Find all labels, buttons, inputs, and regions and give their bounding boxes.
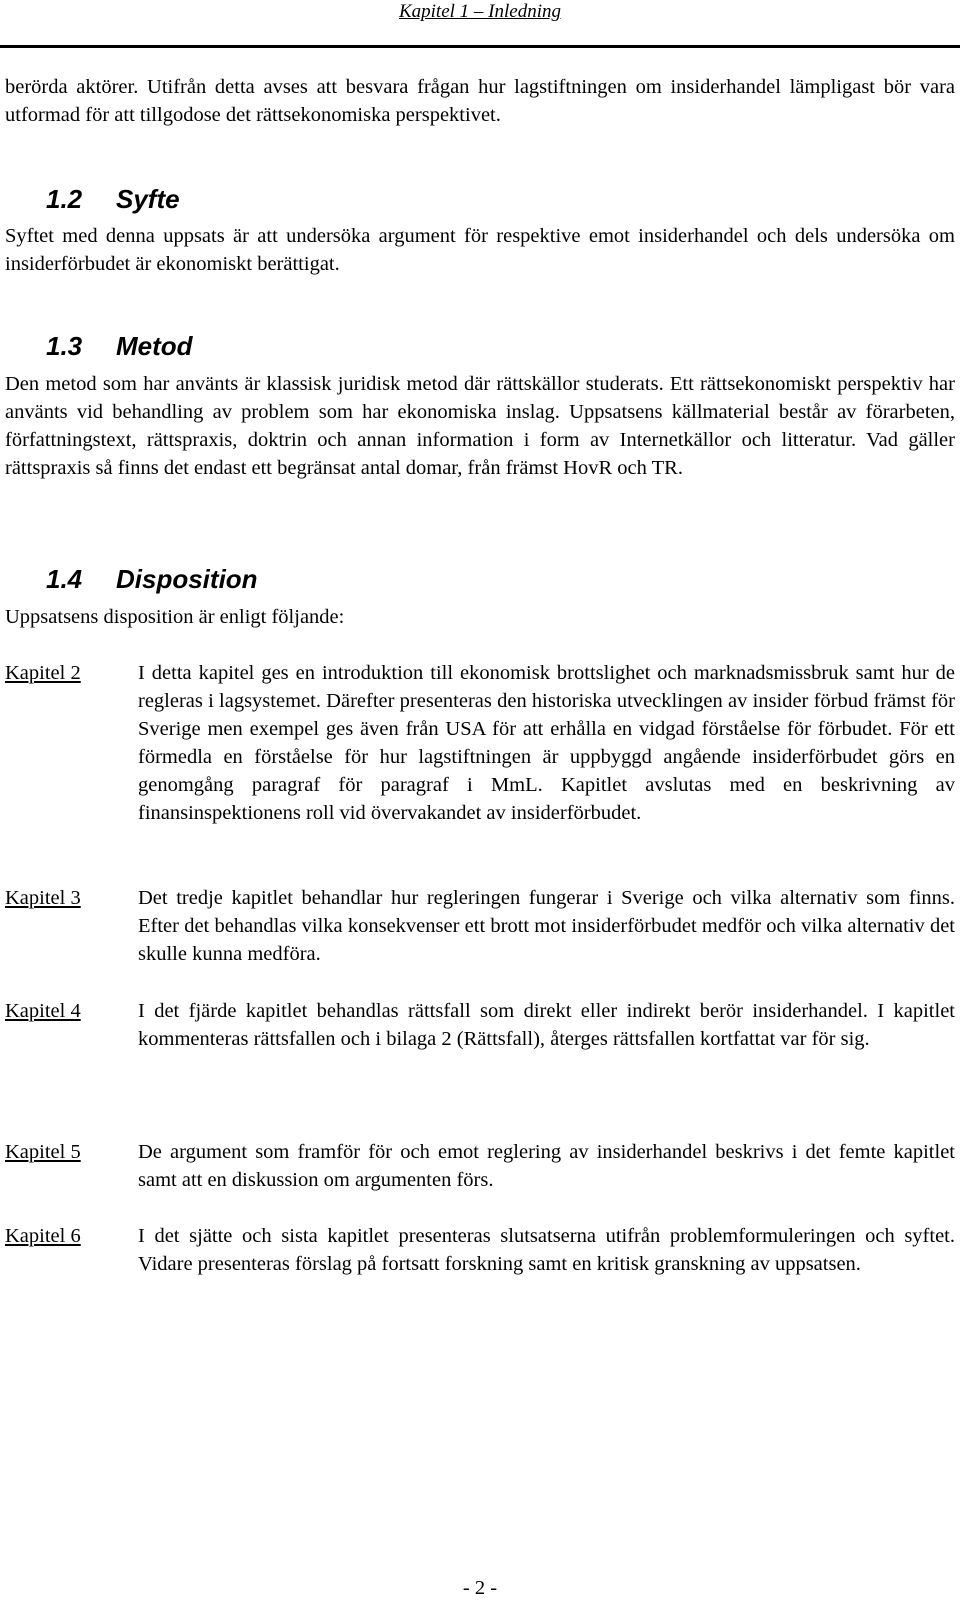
disposition-paragraph: Uppsatsens disposition är enligt följande: (5, 606, 345, 628)
chapter-description: I detta kapitel ges en introduktion till ekonomisk brottslighet och marknadsmissbruk samt hur de regleras i lagsystemet. Därefter presenteras den historiska utvecklingen av insider förbud främst för Sverige men exempel ges även från USA för att erhålla en vidgad förståelse för förbudet. För ett förmedla en förståelse för hur lagstiftningen är uppbyggd angående insiderförbudet görs en genomgång paragraf för paragraf i MmL. Kapitlet avslutas med en beskrivning av finansinspektionens roll vid övervakandet av insiderförbudet. (138, 662, 955, 824)
running-header: Kapitel 1 – Inledning (398, 1, 561, 22)
section-title: Disposition (116, 564, 258, 594)
header-rule (0, 45, 960, 48)
intro-paragraph: berörda aktörer. Utifrån detta avses att besvara frågan hur lagstiftningen om insiderhandel lämpligast bör vara utformad för att tillgodose det rättsekonomiska perspektivet. (5, 76, 955, 126)
section-title: Syfte (116, 184, 180, 214)
section-heading-syfte (46, 183, 180, 215)
chapter-label: Kapitel 6 (5, 1225, 81, 1247)
section-number: 1.3 (46, 331, 83, 361)
page-number: - 2 - (462, 1577, 498, 1599)
chapter-description: Det tredje kapitlet behandlar hur regleringen fungerar i Sverige och vilka alternativ som finns. Efter det behandlas vilka konsekvenser ett brott mot insiderförbudet medför och vilka alternativ det skulle kunna medföra. (138, 887, 955, 965)
chapter-description: I det sjätte och sista kapitlet presenteras slutsatserna utifrån problemformuleringen och syftet. Vidare presenteras förslag på fortsatt forskning samt en kritisk granskning av uppsatsen. (138, 1225, 955, 1275)
section-number: 1.2 (46, 184, 83, 214)
section-number: 1.4 (46, 564, 83, 594)
section-heading-disposition (46, 563, 258, 595)
chapter-description: I det fjärde kapitlet behandlas rättsfall som direkt eller indirekt berör insiderhandel. I kapitlet kommenteras rättsfallen och i bilaga 2 (Rättsfall), återges rättsfallen kortfattat var för sig. (138, 1000, 955, 1050)
chapter-description: De argument som framför för och emot reglering av insiderhandel beskrivs i det femte kapitlet samt att en diskussion om argumenten förs. (138, 1141, 955, 1191)
chapter-label: Kapitel 3 (5, 887, 81, 909)
metod-paragraph: Den metod som har använts är klassisk juridisk metod där rättskällor studerats. Ett rättsekonomiskt perspektiv har använts vid behandling av problem som har ekonomiska inslag. Uppsatsens källmaterial består av förarbeten, författningstext, rättspraxis, doktrin och annan information i form av Internetkällor och litteratur. Vad gäller rättspraxis så finns det endast ett begränsat antal domar, från främst HovR och TR. (5, 373, 955, 479)
chapter-label: Kapitel 5 (5, 1141, 81, 1163)
syfte-paragraph: Syftet med denna uppsats är att undersöka argument för respektive emot insiderhandel och dels undersöka om insiderförbudet är ekonomiskt berättigat. (5, 225, 955, 275)
chapter-label: Kapitel 2 (5, 662, 81, 684)
chapter-label: Kapitel 4 (5, 1000, 81, 1022)
section-title: Metod (116, 331, 193, 361)
section-heading-metod (46, 330, 193, 362)
